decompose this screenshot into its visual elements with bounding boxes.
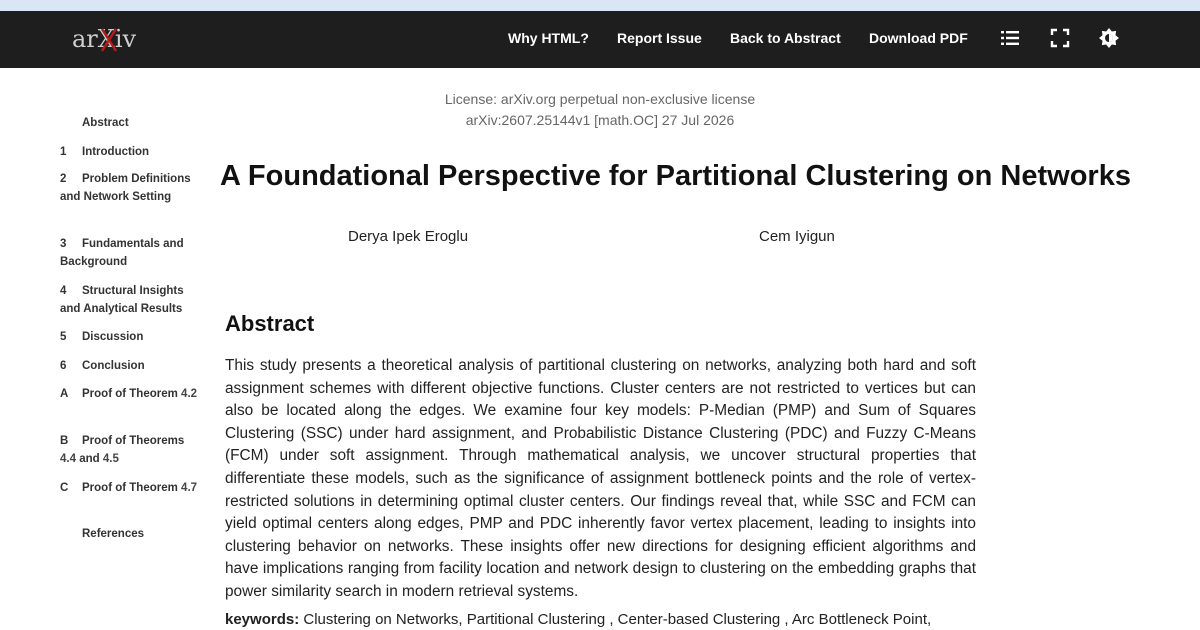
toc-num: 1 [60, 146, 67, 158]
toc-abstract[interactable]: Abstract [82, 117, 129, 129]
toc-item-conclusion[interactable] [60, 357, 200, 375]
why-html-link[interactable]: Why HTML? [508, 30, 589, 46]
toc-num: 5 [60, 331, 67, 343]
toc-ref: 4.2 [181, 388, 198, 400]
toc-label: Introduction [82, 146, 150, 158]
fullscreen-icon[interactable] [1049, 27, 1071, 49]
toc-label: Conclusion [82, 360, 145, 372]
toc-item-problem-definitions[interactable] [60, 170, 200, 206]
toc-ref: 4.5 [102, 453, 119, 465]
toc-num: 2 [60, 173, 67, 185]
keywords-label: keywords: [225, 611, 300, 628]
arxiv-logo-text: arXiv [72, 25, 137, 53]
license-line[interactable]: License: arXiv.org perpetual non-exclusive license [444, 91, 756, 107]
navbar [0, 11, 1200, 68]
author-name: Cem Iyigun [759, 228, 835, 245]
toc-label: Proof of Theorems [82, 435, 185, 447]
toc-label: Problem Definitions and Network Setting [60, 173, 191, 203]
back-to-abstract-link[interactable]: Back to Abstract [730, 30, 841, 46]
arxiv-identifier: arXiv:2607.25144v1 [math.OC] 27 Jul 2026 [465, 112, 735, 128]
top-banner-strip [0, 0, 1200, 11]
toc-item-appendix-c[interactable] [60, 479, 200, 497]
list-icon[interactable] [999, 27, 1021, 49]
toc-num: C [60, 482, 69, 494]
toc-item-appendix-a[interactable] [60, 385, 200, 403]
toc-num: 3 [60, 238, 67, 250]
toc-num: 4 [60, 285, 67, 297]
theme-toggle-icon[interactable] [1098, 27, 1120, 49]
toc-item-structural-insights[interactable] [60, 282, 200, 318]
toc-label: Discussion [82, 331, 144, 343]
paper-title: A Foundational Perspective for Partitional Clustering on Networks [220, 160, 1131, 192]
abstract-heading: Abstract [225, 311, 315, 336]
abstract-text: This study presents a theoretical analysis of partitional clustering on networks, analyzing both hard and soft assignment schemes with different objective functions. Cluster centers are not restricted to vertices but can also be located along the edges. We examine four key models: P-Median (PMP) and Sum of Squares Clustering (SSC) under hard assignment, and Probabilistic Distance Clustering (PDC) and Fuzzy C-Means (FCM) under soft assignment. Through mathematical analysis, we uncover structural properties that differentiate these models, such as the significance of assignment bottleneck points and the role of vertex-restricted solutions in determining optimal cluster centers. Our findings reveal that, while SSC and FCM can yield optimal centers along edges, PMP and PDC inherently favor vertex placement, leading to insights into clustering behavior on networks. These insights offer new directions for designing efficient algorithms and have implications ranging from facility location and network design to clustering on the embedding graphs that power similarity search in modern retrieval systems. [225, 357, 976, 600]
report-issue-link[interactable]: Report Issue [617, 30, 702, 46]
toc-label: Structural Insights and Analytical Results [60, 285, 184, 315]
toc-references[interactable]: References [82, 528, 145, 540]
toc-item-fundamentals[interactable] [60, 235, 200, 271]
toc-ref: 4.4 [60, 453, 76, 465]
toc-ref: 4.7 [181, 482, 198, 494]
arxiv-logo[interactable] [72, 23, 144, 55]
toc-label: Fundamentals and Background [60, 238, 184, 268]
toc-label: Proof of Theorem [82, 482, 178, 494]
keywords-line [225, 611, 985, 628]
toc-num: 6 [60, 360, 67, 372]
toc-item-introduction[interactable] [60, 143, 200, 161]
toc-num: A [60, 388, 69, 400]
toc-label: Proof of Theorem [82, 388, 178, 400]
author-name: Derya Ipek Eroglu [348, 228, 469, 245]
toc-item-discussion[interactable] [60, 328, 200, 346]
download-pdf-link[interactable]: Download PDF [869, 30, 968, 46]
keywords-list: Clustering on Networks, Partitional Clustering , Center-based Clustering , Arc Bottleneck Point, [303, 611, 932, 628]
toc-num: B [60, 435, 69, 447]
toc-and: and [79, 453, 100, 465]
toc-item-appendix-b[interactable] [60, 432, 200, 468]
